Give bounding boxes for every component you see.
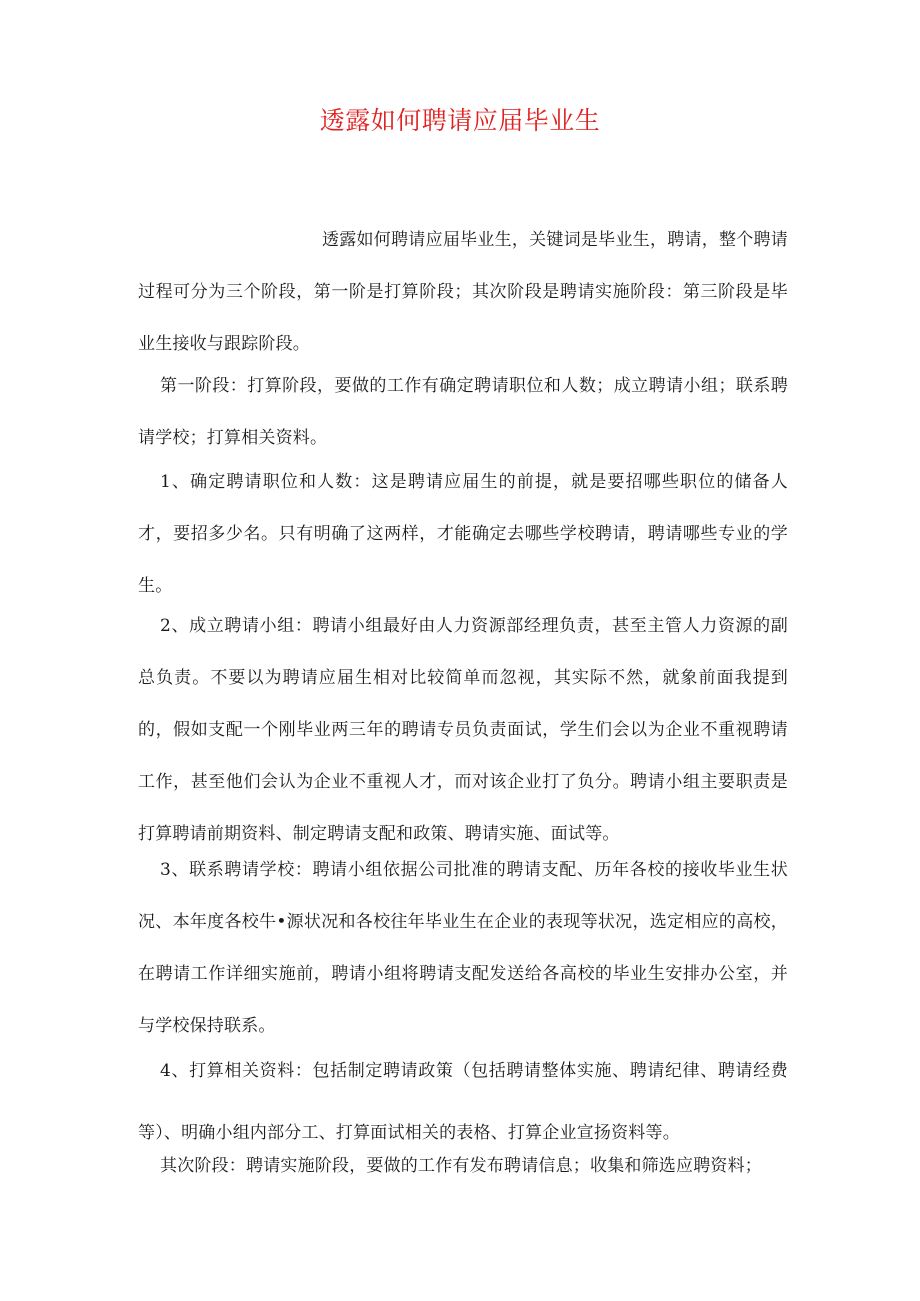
document-title: 透露如何聘请应届毕业生 bbox=[319, 106, 601, 135]
stage-one-paragraph: 第一阶段：打算阶段，要做的工作有确定聘请职位和人数；成立聘请小组；联系聘请学校；打算相关资料。 bbox=[138, 376, 788, 448]
item-3-paragraph: 3、联系聘请学校：聘请小组依据公司批准的聘请支配、历年各校的接收毕业生状况、本年度各校牛•源状况和各校往年毕业生在企业的表现等状况，选定相应的高校，在聘请工作详细实施前，聘请小组将聘请支配发送给各高校的毕业生安排办公室，并与学校保持联系。 bbox=[138, 860, 788, 1036]
item-2-paragraph: 2、成立聘请小组：聘请小组最好由人力资源部经理负责，甚至主管人力资源的副总负责。不要以为聘请应届生相对比较简单而忽视，其实际不然，就象前面我提到的，假如支配一个刚毕业两三年的聘请专员负责面试，学生们会以为企业不重视聘请工作，甚至他们会认为企业不重视人才，而对该企业打了负分。聘请小组主要职责是打算聘请前期资料、制定聘请支配和政策、聘请实施、面试等。 bbox=[138, 616, 788, 844]
item-4-paragraph: 4、打算相关资料：包括制定聘请政策（包括聘请整体实施、聘请纪律、聘请经费等）、明确小组内部分工、打算面试相关的表格、打算企业宣扬资料等。 bbox=[138, 1061, 788, 1143]
intro-paragraph: 透露如何聘请应届毕业生，关键词是毕业生，聘请，整个聘请过程可分为三个阶段，第一阶是打算阶段；其次阶段是聘请实施阶段：第三阶段是毕业生接收与跟踪阶段。 bbox=[138, 230, 788, 354]
stage-two-paragraph: 其次阶段：聘请实施阶段，要做的工作有发布聘请信息；收集和筛选应聘资料； bbox=[160, 1156, 762, 1176]
item-1-paragraph: 1、确定聘请职位和人数：这是聘请应届生的前提，就是要招哪些职位的储备人才，要招多少名。只有明确了这两样，才能确定去哪些学校聘请，聘请哪些专业的学生。 bbox=[138, 472, 788, 596]
